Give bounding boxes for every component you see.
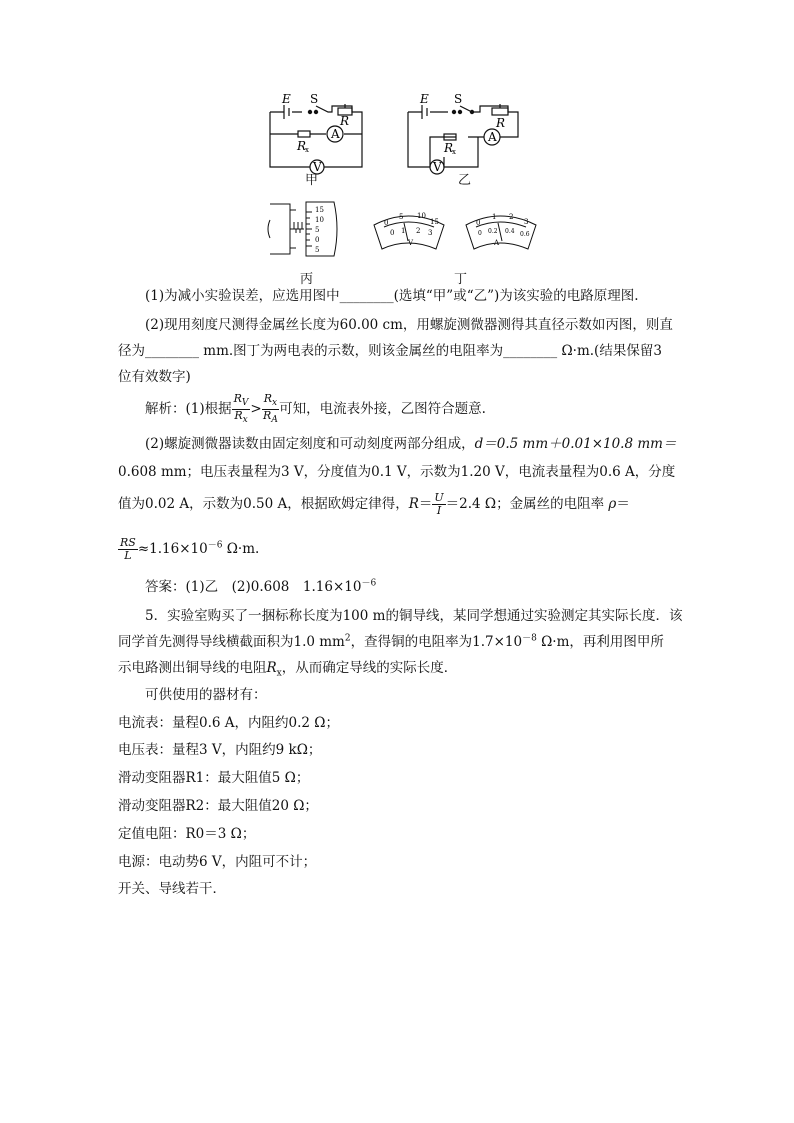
- volt-unit: V: [408, 239, 414, 247]
- volt-top-15: 15: [430, 218, 439, 226]
- question-1: (1)为减小实验误差，应选用图中________(选填“甲”或“乙”)为该实验的电路原理图.: [145, 288, 639, 304]
- analysis-p2-d-exp: －6: [207, 540, 223, 551]
- amp-bot-04: 0.4: [505, 228, 515, 235]
- answer-exp: －6: [361, 578, 377, 589]
- micrometer-tick-5b: 5: [315, 246, 320, 254]
- jia-Rx-sub: x: [305, 146, 309, 154]
- analysis-p2-c-post: ＝2.4 Ω；金属丝的电阻率: [445, 496, 605, 512]
- analysis-line-4: 值为0.02 A，示数为0.50 A，根据欧姆定律得，R＝ $\frac{U}{I}$ ＝2.4 Ω；金属丝的电阻率 ρ＝: [118, 491, 630, 517]
- q5-line-b: 同学首先测得导线横截面积为1.0 $mm^2$，查得铜的电阻率为$1.7\times 10^{-8}$ Ω·m，再利用图甲所: [118, 633, 664, 650]
- amp-top-3: 3: [524, 218, 529, 226]
- amp-bot-06: 0.6: [520, 231, 530, 238]
- analysis-p2-d: ≈1.16×10: [137, 541, 208, 557]
- q5-b-post: Ω·m，再利用图甲所: [536, 634, 664, 650]
- amp-top-2: 2: [509, 213, 514, 221]
- q5-line-a: 5．实验室购买了一捆标称长度为100 m的铜导线，某同学想通过实验测定其实际长度．该: [145, 608, 683, 624]
- yi-A-label: A: [488, 130, 497, 144]
- caption-yi: 乙: [458, 173, 472, 188]
- jia-E-label: E: [282, 92, 291, 106]
- volt-top-0: 0: [384, 219, 389, 227]
- meters-drawing: [370, 205, 550, 255]
- caption-bing: 丙: [300, 272, 314, 287]
- micrometer-drawing: [266, 198, 346, 260]
- question-2-line-b: 径为________ mm.图丁为两电表的示数，则该金属丝的电阻率为________ Ω·m.(结果保留3: [118, 343, 662, 359]
- micrometer-tick-10: 10: [315, 216, 324, 224]
- fraction-rx-ra: $\frac{R_x}{R_A}$: [263, 392, 278, 426]
- equipment-item: 滑动变阻器R1：最大阻值5 Ω；: [118, 770, 310, 786]
- jia-Rx-label: R: [297, 139, 307, 153]
- yi-Rx-sub: x: [452, 148, 456, 156]
- q5-b-mid: ，查得铜的电阻率为1.7×10: [350, 634, 523, 650]
- yi-S-label: S: [454, 92, 463, 106]
- volt-bot-3: 3: [428, 229, 433, 237]
- amp-bot-02: 0.2: [488, 228, 498, 235]
- equipment-item: 电压表：量程3 V，内阻约9 kΩ；: [118, 742, 322, 758]
- analysis-line-5: [118, 537, 259, 562]
- amp-top-0: 0: [476, 219, 481, 227]
- equipment-item: 定值电阻：R0＝3 Ω；: [118, 826, 256, 842]
- jia-V-label: V: [313, 160, 322, 174]
- analysis-p1-post: 可知，电流表外接，乙图符合题意.: [279, 401, 486, 418]
- meters-figure: [370, 205, 550, 255]
- caption-ding: 丁: [454, 272, 468, 287]
- question-2-line-c: 位有效数字): [118, 369, 191, 385]
- equipment-title: 可供使用的器材有：: [145, 687, 267, 703]
- jia-R-label: R: [340, 114, 350, 128]
- yi-Rx-label: R: [444, 141, 454, 155]
- answer-label: 答案：: [145, 579, 186, 595]
- fraction-rs-l: $\frac{RS}{L}$: [120, 536, 136, 562]
- q5-line-c: 示电路测出铜导线的电阻$R_x$，从而确定导线的实际长度．: [118, 660, 458, 679]
- q5-b-exp: －8: [522, 633, 537, 644]
- amp-unit: A: [494, 239, 500, 247]
- equipment-item: 滑动变阻器R2：最大阻值20 Ω；: [118, 798, 318, 814]
- analysis-p1-pre: (1)根据: [185, 401, 232, 418]
- equipment-item: 开关、导线若干．: [118, 881, 226, 897]
- analysis-line-3: 0.608 mm；电压表量程为3 V，分度值为0.1 V，示数为1.20 V，电流表量程为0.6 A，分度: [118, 464, 676, 480]
- analysis-p2-a: (2)螺旋测微器读数由固定刻度和可动刻度两部分组成，: [145, 436, 475, 452]
- jia-A-label: A: [331, 127, 340, 141]
- answer-line: [145, 575, 376, 595]
- amp-top-1: 1: [492, 213, 497, 221]
- q5-b-pre: 同学首先测得导线横截面积为1.0 mm: [118, 634, 345, 650]
- fraction-rv-rx: $\frac{R_V}{R_x}$: [233, 392, 249, 426]
- question-2-line-a: (2)现用刻度尺测得金属丝长度为60.00 cm，用螺旋测微器测得其直径示数如丙图，则直: [145, 317, 673, 333]
- yi-V-label: V: [433, 160, 442, 174]
- micrometer-figure: [266, 198, 346, 260]
- volt-bot-1: 1: [401, 227, 406, 235]
- analysis-p2-c-pre: 值为0.02 A，示数为0.50 A，根据欧姆定律得，: [118, 496, 409, 512]
- caption-jia: 甲: [305, 173, 319, 188]
- analysis-p2-d-unit: Ω·m.: [222, 541, 260, 557]
- equipment-item: 电源：电动势6 V，内阻可不计；: [118, 854, 317, 870]
- analysis-line-1: 解析：(1)根据 $\frac{R_V}{R_x}$ > $\frac{R_x}{R_A}$ 可知，电流表外接，乙图符合题意.: [145, 392, 486, 426]
- yi-E-label: E: [420, 92, 429, 106]
- answer-text: (1)乙 (2)0.608 1.16×10: [185, 579, 362, 595]
- volt-top-10: 10: [417, 212, 426, 220]
- volt-top-5: 5: [399, 213, 404, 221]
- analysis-line-2: [145, 432, 676, 452]
- analysis-label: 解析：: [145, 401, 186, 418]
- q5-c-post: ，从而确定导线的实际长度．: [281, 660, 458, 676]
- equipment-item: 电流表：量程0.6 A，内阻约0.2 Ω；: [118, 715, 339, 731]
- fraction-u-i: $\frac{U}{I}$: [434, 491, 444, 517]
- yi-R-label: R: [496, 116, 506, 130]
- q5-c-pre: 示电路测出铜导线的电阻: [118, 660, 267, 676]
- amp-bot-0: 0: [478, 230, 482, 237]
- micrometer-tick-5a: 5: [315, 226, 320, 234]
- volt-bot-2: 2: [416, 227, 421, 235]
- micrometer-tick-0: 0: [315, 236, 320, 244]
- jia-S-label: S: [310, 92, 319, 106]
- micrometer-tick-15: 15: [315, 206, 324, 214]
- volt-bot-0: 0: [390, 229, 395, 237]
- analysis-p2-formula: d＝0.5 mm＋0.01×10.8 mm＝: [474, 436, 677, 452]
